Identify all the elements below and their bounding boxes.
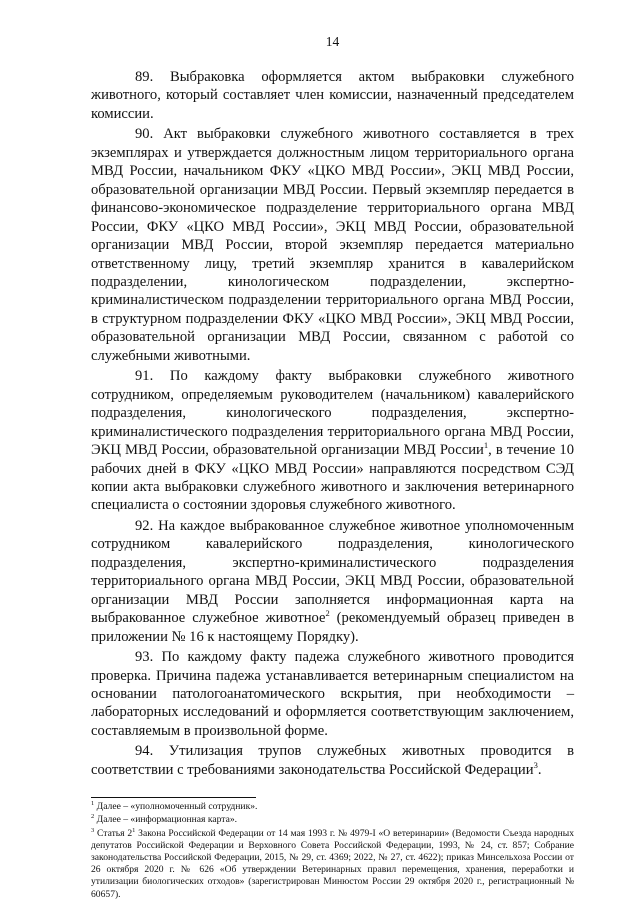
text-segment: 93. По каждому факту падежа служебного животного проводится проверка. Причина падежа устанавливается ветеринарным специалистом на основании патологоанатомического вскрытия, при необходимости – лабораторных исследований и оформляется соответствующим заключением, составляемым в произвольной форме. bbox=[91, 649, 574, 739]
paragraph bbox=[91, 125, 574, 365]
footnote-marker: 1 bbox=[483, 440, 489, 451]
footnote-marker: 1 bbox=[132, 826, 136, 834]
footnote-marker: 3 bbox=[533, 759, 538, 770]
paragraph bbox=[91, 367, 574, 515]
footnote-marker: 3 bbox=[91, 826, 95, 834]
paragraph bbox=[91, 517, 574, 646]
footnotes bbox=[91, 801, 574, 901]
footnote-marker: 2 bbox=[325, 608, 330, 619]
text-segment: 89. Выбраковка оформляется актом выбраковки служебного животного, который составляет член комиссии, назначенный председателем комиссии. bbox=[91, 69, 574, 122]
paragraph bbox=[91, 742, 574, 779]
page-number: 14 bbox=[325, 34, 340, 49]
body-text bbox=[91, 68, 574, 779]
footnote-divider bbox=[91, 797, 256, 798]
footnote-marker: 1 bbox=[91, 800, 95, 808]
text-segment: Статья 2 bbox=[94, 827, 133, 839]
text-segment: Далее – «информационная карта». bbox=[94, 814, 238, 826]
text-segment: 94. Утилизация трупов служебных животных проводится в соответствии с требованиями законодательства Российской Федерации bbox=[91, 743, 574, 778]
text-segment: Далее – «уполномоченный сотрудник». bbox=[94, 801, 258, 813]
text-segment: 92. На каждое выбракованное служебное животное уполномоченным сотрудником кавалерийского подразделения, кинологического подразделения, экспертно-криминалистического подразделения территориального органа МВД России, ЭКЦ МВД России, образовательной организации МВД России заполняется информационная карта на выбракованное служебное животное bbox=[91, 517, 574, 627]
footnote bbox=[91, 801, 574, 813]
paragraph bbox=[91, 648, 574, 740]
footnote bbox=[91, 814, 574, 826]
footnote-marker: 2 bbox=[91, 813, 95, 821]
text-segment: (рекомендуемый образец приведен в приложении № 16 к настоящему Порядку). bbox=[91, 610, 574, 645]
text-segment: Закона Российской Федерации от 14 мая 1993 г. № 4979-I «О ветеринарии» (Ведомости Съезда народных депутатов Российской Федерации и Верховного Совета Российской Федерации, 1993, № 24, ст. 857; Собрание законодательства Российской Федерации, 2015, № 29, ст. 4369; 2022, № 27, ст. 4622); приказ Минсельхоза России от 26 октября 2020 г. № 626 «Об утверждении Ветеринарных правил перемещения, хранения, переработки и утилизации биологических отходов» (зарегистрирован Минюстом России 29 октября 2020 г., регистрационный № 60657). bbox=[91, 827, 574, 900]
text-segment: , в течение 10 рабочих дней в ФКУ «ЦКО МВД России» направляются посредством СЭД копии акта выбраковки служебного животного и заключения ветеринарного специалиста о состоянии здоровья служебного животного. bbox=[91, 442, 575, 514]
footnote bbox=[91, 828, 574, 901]
paragraph bbox=[91, 68, 574, 123]
text-segment: . bbox=[537, 761, 542, 778]
text-segment: 91. По каждому факту выбраковки служебного животного сотрудником, определяемым руководителем (начальником) кавалерийского подразделения, кинологического подразделения, экспертно-криминалистического подразделения территориального органа МВД России, ЭКЦ МВД России, образовательной организации МВД России bbox=[91, 368, 574, 459]
text-segment: 90. Акт выбраковки служебного животного составляется в трех экземплярах и утверждается должностным лицом территориального органа МВД России, начальником ФКУ «ЦКО МВД России», ЭКЦ МВД России, образовательной организации МВД России. Первый экземпляр передается в финансово-экономическое подразделение территориального органа МВД России, ФКУ «ЦКО МВД России», ЭКЦ МВД России, образовательной организации МВД России, второй экземпляр передается материально ответственному лицу, третий экземпляр хранится в кавалерийском подразделении, кинологическом подразделении, экспертно-криминалистическом подразделении территориального органа МВД России, в структурном подразделении ФКУ «ЦКО МВД России», ЭКЦ МВД России, образовательной организации МВД России, связанном с работой со служебными животными. bbox=[91, 126, 574, 364]
